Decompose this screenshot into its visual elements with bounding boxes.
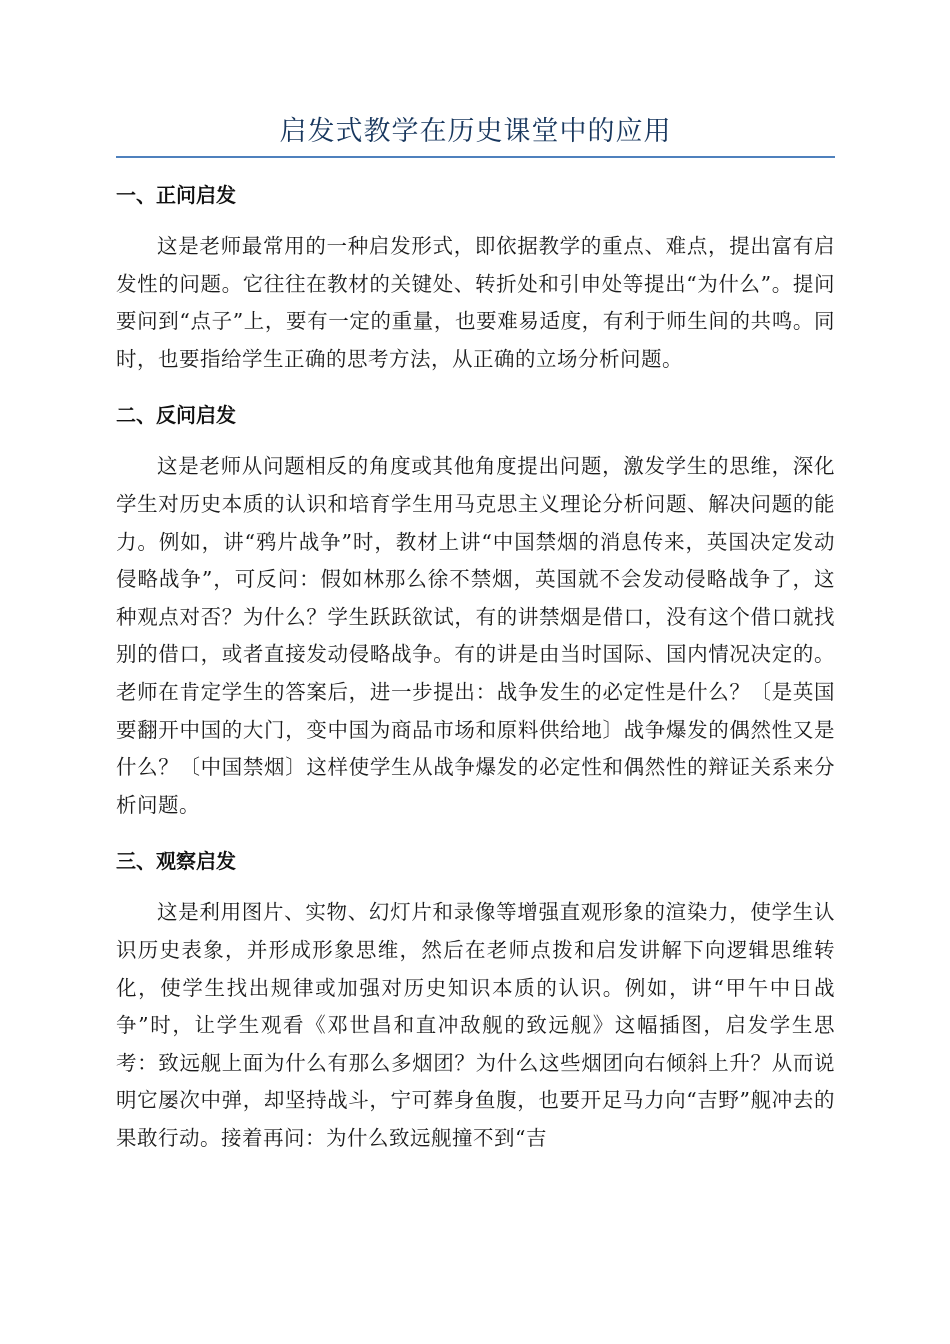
- page-title: 启发式教学在历史课堂中的应用: [279, 116, 672, 147]
- section-heading: 一、正问启发: [116, 183, 236, 207]
- section-heading: 二、反问启发: [116, 403, 236, 428]
- section-counter-question: [116, 398, 835, 824]
- section-positive-question: [116, 178, 835, 378]
- section-paragraph: 这是利用图片、实物、幻灯片和录像等增强直观形象的渲染力，使学生认识历史表象，并形成形象思维，然后在老师点拨和启发讲解下向逻辑思维转化，使学生找出规律或加强对历史知识本质的认识。例如，讲“甲午中日战争”时，让学生观看《邓世昌和直冲敌舰的致远舰》这幅插图，启发学生思考：致远舰上面为什么有那么多烟团？为什么这些烟团向右倾斜上升？从而说明它屡次中弹，却坚持战斗，宁可葬身鱼腹，也要开足马力向“吉野”舰冲去的果敢行动。接着再问：为什么致远舰撞不到“吉: [116, 900, 835, 1150]
- section-paragraph: 这是老师最常用的一种启发形式，即依据教学的重点、难点，提出富有启发性的问题。它往往在教材的关键处、转折处和引申处等提出“为什么”。提问要问到“点子”上，要有一定的重量，也要难易适度，有利于师生间的共鸣。同时，也要指给学生正确的思考方法，从正确的立场分析问题。: [116, 234, 835, 371]
- document-content: [116, 178, 835, 1177]
- section-observation: [116, 844, 835, 1157]
- section-paragraph: 这是老师从问题相反的角度或其他角度提出问题，激发学生的思维，深化学生对历史本质的认识和培育学生用马克思主义理论分析问题、解决问题的能力。例如，讲“鸦片战争”时，教材上讲“中国禁烟的消息传来，英国决定发动侵略战争”，可反问：假如林那么徐不禁烟，英国就不会发动侵略战争了，这种观点对否？为什么？学生跃跃欲试，有的讲禁烟是借口，没有这个借口就找别的借口，或者直接发动侵略战争。有的讲是由当时国际、国内情况决定的。老师在肯定学生的答案后，进一步提出：战争发生的必定性是什么？〔是英国要翻开中国的大门，变中国为商品市场和原料供给地〕战争爆发的偶然性又是什么？〔中国禁烟〕这样使学生从战争爆发的必定性和偶然性的辩证关系来分析问题。: [116, 454, 835, 817]
- title-block: [116, 112, 835, 158]
- section-heading: 三、观察启发: [116, 849, 236, 874]
